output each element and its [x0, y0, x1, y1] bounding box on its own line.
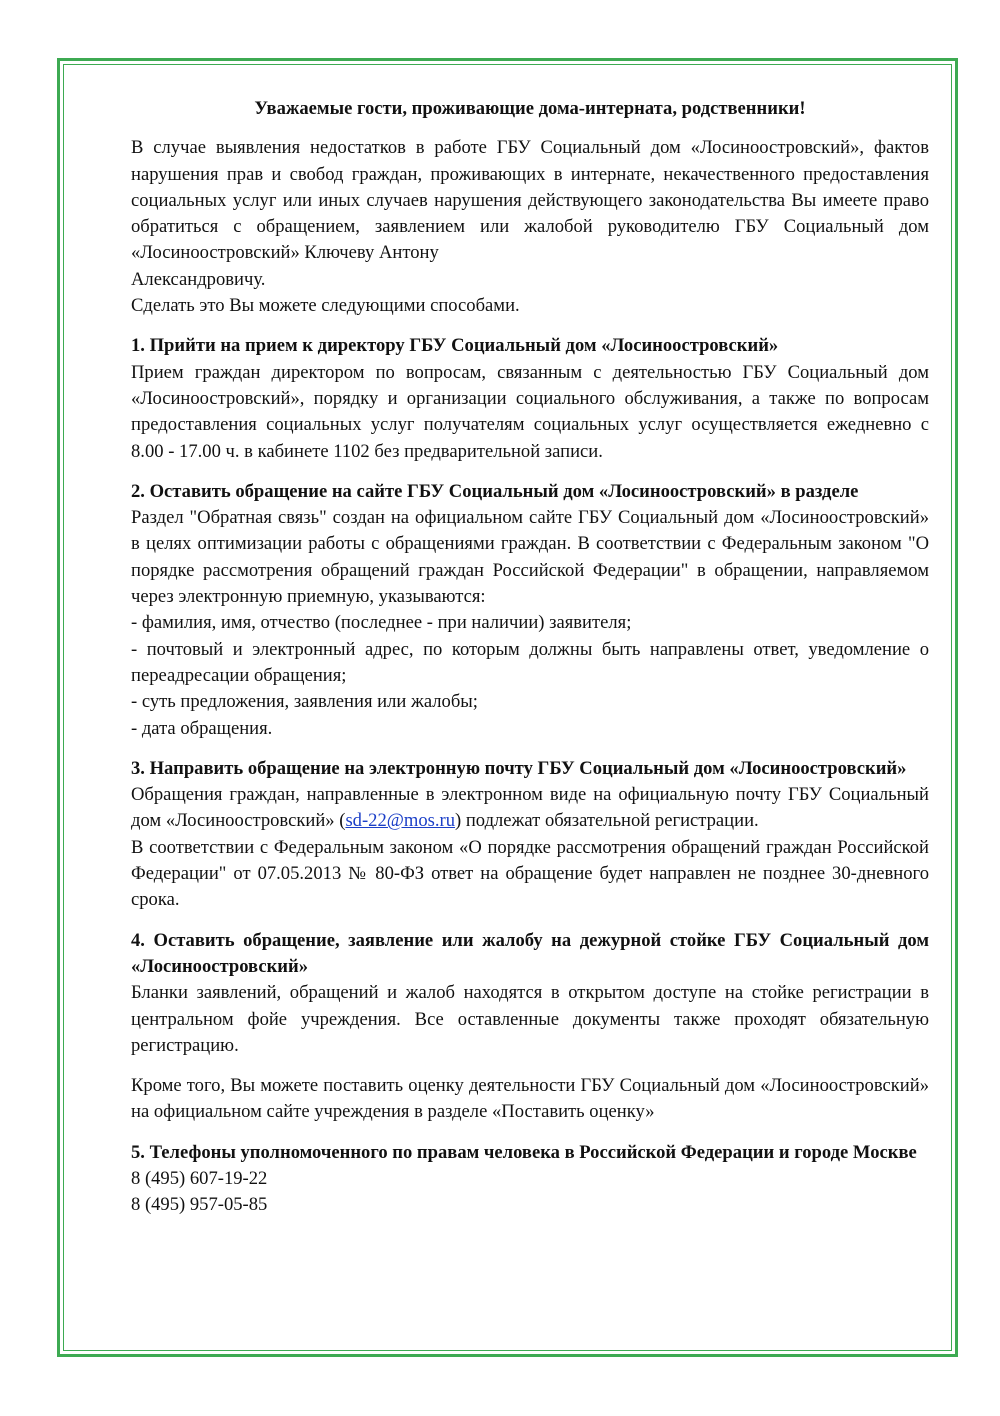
section-1: [131, 333, 929, 464]
section-1-heading: 1. Прийти на прием к директору ГБУ Социальный дом «Лосиноостровский»: [131, 335, 779, 357]
section-2-body: Раздел "Обратная связь" создан на официальном сайте ГБУ Социальный дом «Лосиноостровский» в целях оптимизации работы с обращениями граждан. В соответствии с Федеральным законом "О порядке рассмотрения обращений граждан Российской Федерации" в обращении, направляемом через электронную приемную, указываются:: [131, 507, 929, 608]
phone-number: 8 (495) 607-19-22: [131, 1167, 268, 1189]
document-content: [131, 96, 929, 1219]
section-3-body: [131, 782, 929, 835]
section-2-item: - дата обращения.: [131, 717, 273, 739]
section-5: [131, 1140, 929, 1219]
section-2-item: - почтовый и электронный адрес, по которым должны быть направлены ответ, уведомление о переадресации обращения;: [131, 638, 929, 686]
section-2: [131, 479, 929, 742]
document-title: Уважаемые гости, проживающие дома-интерната, родственники!: [254, 98, 806, 119]
section-4: [131, 928, 929, 1126]
section-3: [131, 756, 929, 914]
section-3-body-end: ) подлежат обязательной регистрации.: [455, 810, 759, 832]
intro-text: В случае выявления недостатков в работе ГБУ Социальный дом «Лосиноостровский», фактов нарушения прав и свобод граждан, проживающих в интернате, некачественного предоставления социальных услуг или иных случаев нарушения действующего законодательства Вы имеете право обратиться с обращением, заявлением или жалобой руководителю ГБУ Социальный дом «Лосиноостровский» Ключеву Антону: [131, 137, 929, 264]
intro-methods: Сделать это Вы можете следующими способами.: [131, 295, 520, 317]
section-3-body-start: Обращения граждан, направленные в электронном виде на официальную почту ГБУ Социальный дом «Лосиноостровский» (: [131, 784, 929, 832]
section-2-heading: 2. Оставить обращение на сайте ГБУ Социальный дом «Лосиноостровский» в разделе: [131, 480, 859, 502]
section-2-item: - фамилия, имя, отчество (последнее - при наличии) заявителя;: [131, 612, 632, 634]
intro-paragraph: [131, 135, 929, 293]
section-2-item: - суть предложения, заявления или жалобы;: [131, 691, 478, 713]
section-4-body: Бланки заявлений, обращений и жалоб находятся в открытом доступе на стойке регистрации в центральном фойе учреждения. Все оставленные документы также проходят обязательную регистрацию.: [131, 982, 929, 1056]
rating-paragraph: Кроме того, Вы можете поставить оценку деятельности ГБУ Социальный дом «Лосиноостровский» на официальном сайте учреждения в разделе «Поставить оценку»: [131, 1075, 929, 1123]
intro-name-end: Александровичу.: [131, 268, 266, 290]
phone-number: 8 (495) 957-05-85: [131, 1194, 268, 1216]
section-4-heading: 4. Оставить обращение, заявление или жалобу на дежурной стойке ГБУ Социальный дом «Лосиноостровский»: [131, 929, 929, 977]
email-link[interactable]: sd-22@mos.ru: [345, 810, 456, 832]
section-5-heading: 5. Телефоны уполномоченного по правам человека в Российской Федерации и городе Москве: [131, 1141, 917, 1163]
section-3-heading: 3. Направить обращение на электронную почту ГБУ Социальный дом «Лосиноостровский»: [131, 757, 907, 779]
section-1-body: Прием граждан директором по вопросам, связанным с деятельностью ГБУ Социальный дом «Лосиноостровский», порядку и организации социального обслуживания, а также по вопросам предоставления социальных услуг получателям социальных услуг осуществляется ежедневно с 8.00 - 17.00 ч. в кабинете 1102 без предварительной записи.: [131, 361, 929, 462]
section-3-body-2: В соответствии с Федеральным законом «О порядке рассмотрения обращений граждан Российской Федерации" от 07.05.2013 № 80-ФЗ ответ на обращение будет направлен не позднее 30-дневного срока.: [131, 836, 929, 911]
